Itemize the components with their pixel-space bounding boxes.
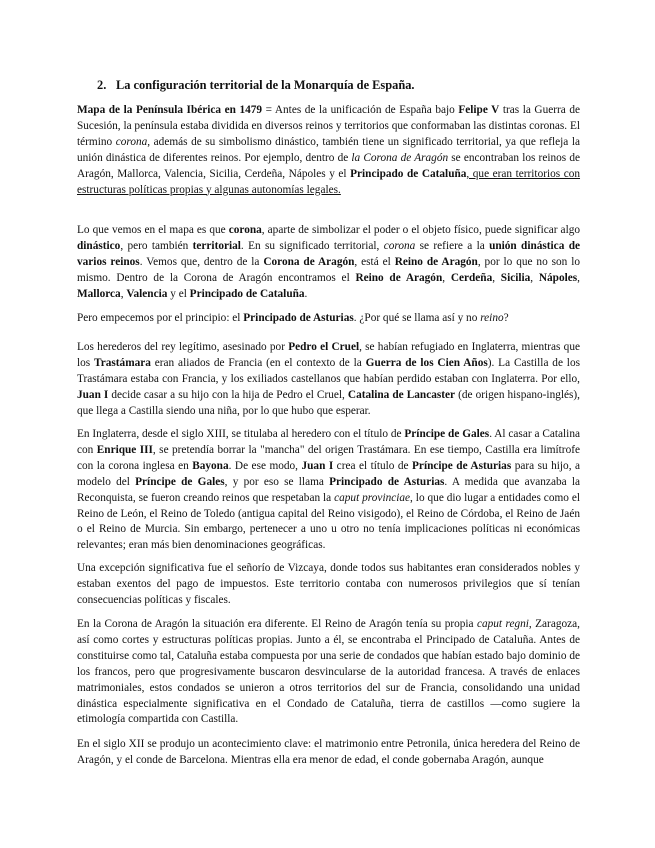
- bold-term: Nápoles: [538, 271, 578, 284]
- italic-term: reino: [480, 312, 504, 324]
- italic-term: caput provinciae: [334, 491, 411, 504]
- map-caption: Mapa de la Península Ibérica en 1479: [77, 104, 263, 116]
- bold-term: Felipe V: [458, 104, 500, 116]
- text-run: , Zaragoza, así como cortes y estructuras políticas propias. Junto a él, se encontraba el Principado de Cataluña. Antes de constituirse como tal, Cataluña estaba compuesta por una serie de condados que habían estado bajo dominio de los francos, pero que progresivamente buscaron desvincularse de la autoridad francesa. A través de enlaces matrimoniales, estos condados se unieron a otros territorios del sur de Francia, consolidando una unidad dinástica especialmente significativa en el Condado de Cataluña, tierra de castillos —como sugiere la etimología compartida con Castilla.: [77, 618, 580, 726]
- bold-term: Catalina de Lancaster: [347, 388, 456, 401]
- bold-term: Bayona: [192, 459, 229, 472]
- text-run: . A medida que avanzaba la Reconquista, se fueron creando reinos que respetaban la: [77, 475, 580, 504]
- bold-term: Valencia: [126, 287, 168, 300]
- bold-term: Juan I: [77, 388, 109, 401]
- bold-term: dinástico: [77, 239, 121, 252]
- paragraph-corona-aragon: [77, 617, 580, 728]
- bold-term: Juan I: [301, 459, 334, 472]
- paragraph-inglaterra: [77, 427, 580, 554]
- text-run: , se habían refugiado en Inglaterra, mientras que los: [77, 341, 580, 369]
- text-run: , pero también: [120, 239, 193, 252]
- text-run: eran aliados de Francia (en el contexto de la: [150, 356, 366, 369]
- bold-term: Principado de Asturias: [329, 475, 445, 488]
- text-run: ,: [530, 271, 539, 284]
- bold-term: unión dinástica de varios reinos: [77, 239, 580, 268]
- paragraph-map-intro: [77, 103, 580, 198]
- paragraph-corona-meaning: [77, 223, 580, 303]
- text-run: Pero empecemos por el principio: el: [77, 312, 244, 324]
- text-run: ,: [442, 271, 451, 284]
- bold-term: Príncipe de Gales: [404, 428, 490, 440]
- text-run: se encontraban los reinos de Aragón, Mallorca, Valencia, Sicilia, Cerdeña, Nápoles y el: [77, 151, 580, 180]
- underlined-text: , que eran territorios con estructuras políticas propias y algunas autonomías legales.: [77, 167, 581, 196]
- bold-term: Cerdeña: [450, 271, 493, 284]
- text-run: Los herederos del rey legítimo, asesinado por: [77, 341, 289, 353]
- text-run: , se pretendía borrar la "mancha" del origen Trastámara. En ese tiempo, Castilla era limítrofe con la corona inglesa en: [77, 443, 580, 472]
- bold-term: Príncipe de Gales: [135, 475, 225, 488]
- text-run: y el: [167, 287, 190, 300]
- paragraph-siglo-xii: [77, 737, 580, 769]
- text-run: Lo que vemos en el mapa es que: [77, 224, 229, 236]
- section-heading: [97, 78, 415, 94]
- text-run: Una excepción significativa fue el señorío de Vizcaya, donde todos sus habitantes eran considerados nobles y estaban exentos del pago de impuestos. Este territorio contaba con numerosos privilegios que sí tenían consecuencias políticas y fiscales.: [77, 562, 580, 606]
- bold-term: Reino de Aragón: [355, 271, 443, 284]
- section-title: La configuración territorial de la Monarquía de España.: [116, 78, 415, 92]
- bold-term: Principado de Asturias: [243, 312, 354, 324]
- text-run: ?: [503, 312, 509, 324]
- text-run: En la Corona de Aragón la situación era diferente. El Reino de Aragón tenía su propia: [77, 618, 477, 630]
- paragraph-herederos: [77, 340, 580, 420]
- text-run: , lo que dio lugar a entidades como el Reino de León, el Reino de Toledo (antigua capital del Reino visigodo), el Reino de Córdoba, el Reino de Jaén o el Reino de Murcia. Sin embargo, pertenecer a uno u otro no tenía implicaciones políticas ni económicas relevantes; eran más bien denominaciones geográficas.: [77, 491, 580, 552]
- text-run: . ¿Por qué se llama así y no: [353, 312, 481, 324]
- text-run: En el siglo XII se produjo un acontecimiento clave: el matrimonio entre Petronila, única heredera del Reino de Aragón, y el conde de Barcelona. Mientras ella era menor de edad, el conde gobernaba Aragón, aunque: [77, 738, 580, 766]
- italic-term: la Corona de Aragón: [351, 151, 449, 164]
- bold-term: Reino de Aragón: [394, 255, 478, 268]
- text-run: ). La Castilla de los Trastámara estaba con Francia, y los exiliados castellanos que habían perdido estaban con Inglaterra. Por ello,: [77, 356, 580, 385]
- bold-term: Pedro el Cruel: [288, 341, 360, 353]
- italic-term: corona: [383, 239, 416, 252]
- bold-term: Corona de Aragón: [263, 255, 355, 268]
- italic-term: caput regni: [476, 618, 529, 630]
- bold-term: corona: [228, 224, 262, 236]
- text-run: , y por eso se llama: [224, 475, 330, 488]
- text-run: , por lo que no son lo mismo. Dentro de la Corona de Aragón encontramos el: [77, 255, 581, 284]
- text-run: decide casar a su hijo con la hija de Pedro el Cruel,: [108, 388, 348, 401]
- text-run: tras la Guerra de Sucesión, la península estaba dividida en diversos reinos y territorios que conformaban las distintas coronas. El término: [77, 104, 580, 148]
- text-run: , está el: [354, 255, 395, 268]
- text-run: = Antes de la unificación de España bajo: [262, 104, 459, 116]
- bold-term: Principado de Cataluña: [350, 167, 467, 180]
- text-run: . Vemos que, dentro de la: [139, 255, 264, 268]
- text-run: . En su significado territorial,: [240, 239, 384, 252]
- bold-term: Sicilia: [500, 271, 531, 284]
- text-run: , aparte de simbolizar el poder o el objeto físico, puede significar algo: [261, 224, 580, 236]
- text-run: . Al casar a Catalina con: [77, 428, 580, 456]
- text-run: En Inglaterra, desde el siglo XIII, se titulaba al heredero con el título de: [77, 428, 405, 440]
- bold-term: Principado de Cataluña: [189, 287, 305, 300]
- section-number: 2.: [97, 78, 107, 92]
- text-run: ,: [120, 287, 127, 300]
- text-run: , además de su simbolismo dinástico, también tiene un significado territorial, ya que refleja la unión dinástica de diferentes reinos. Por ejemplo, dentro de: [77, 135, 580, 164]
- text-run: ,: [492, 271, 501, 284]
- text-run: para su hijo, a modelo del: [77, 459, 581, 488]
- text-run: .: [304, 287, 308, 300]
- bold-term: Príncipe de Asturias: [412, 459, 512, 472]
- italic-term: corona: [115, 135, 148, 148]
- bold-term: Mallorca: [77, 287, 121, 300]
- bold-term: Guerra de los Cien Años: [365, 356, 488, 369]
- text-run: . De ese modo,: [228, 459, 302, 472]
- text-run: crea el título de: [333, 459, 413, 472]
- bold-term: territorial: [192, 239, 241, 252]
- bold-term: Enrique III: [96, 443, 153, 456]
- paragraph-vizcaya: [77, 561, 580, 609]
- text-run: (de origen hispano-inglés), que llega a Castilla siendo una niña, por lo que hubo que esperar.: [77, 388, 580, 417]
- paragraph-asturias-question: [77, 311, 580, 327]
- bold-term: Trastámara: [94, 356, 151, 369]
- text-run: ,: [577, 271, 580, 284]
- text-run: se refiere a la: [415, 239, 490, 252]
